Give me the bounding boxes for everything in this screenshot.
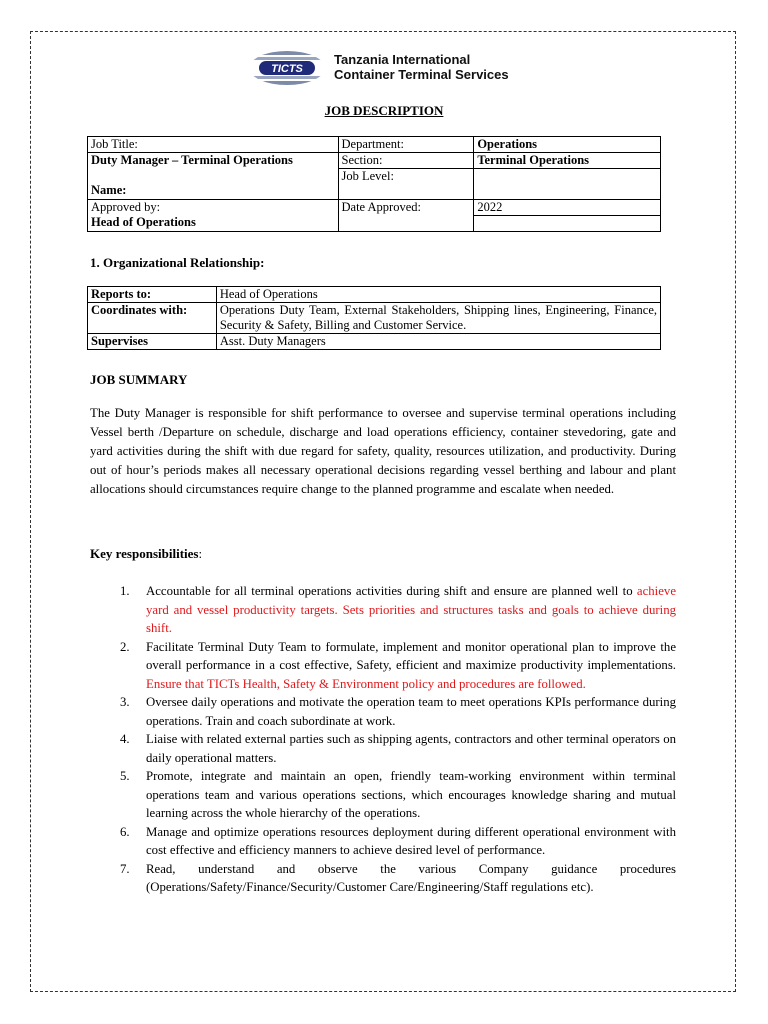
item-highlight-text: achieve yard and vessel productivity targets. Sets priorities and structures tasks and goals to achieve during shift. xyxy=(146,584,676,635)
reports-to-label: Reports to: xyxy=(88,287,217,303)
item-number: 3. xyxy=(120,695,130,709)
ticts-logo-icon xyxy=(247,50,327,86)
date-approved-label: Date Approved: xyxy=(338,200,474,232)
job-summary-heading: JOB SUMMARY xyxy=(90,372,188,387)
job-level-label: Job Level: xyxy=(338,169,474,200)
item-number: 5. xyxy=(120,769,130,783)
reports-to-value: Head of Operations xyxy=(216,287,660,303)
department-value: Operations xyxy=(474,137,661,153)
key-responsibilities-label: Key responsibilities xyxy=(90,546,199,561)
item-number: 2. xyxy=(120,639,130,654)
list-item xyxy=(120,582,676,638)
section-label: Section: xyxy=(338,153,474,169)
list-item xyxy=(120,638,676,694)
item-number: 4. xyxy=(120,732,130,746)
job-title-value: Duty Manager – Terminal Operations xyxy=(91,153,293,167)
supervises-value: Asst. Duty Managers xyxy=(216,334,660,350)
item-highlight-text: Ensure that TICTs Health, Safety & Environment policy and procedures are followed. xyxy=(146,676,586,691)
company-line-2: Container Terminal Services xyxy=(334,67,509,82)
department-label: Department: xyxy=(338,137,474,153)
item-number: 7. xyxy=(120,861,130,876)
key-responsibilities-colon: : xyxy=(198,546,203,561)
section-value: Terminal Operations xyxy=(474,153,661,169)
document-title: JOB DESCRIPTION xyxy=(324,103,444,118)
job-info-table xyxy=(87,136,661,232)
item-text: Manage and optimize operations resources deployment during different operational environment with cost effective and efficiency manners to achieve desired level of performance. xyxy=(146,824,676,857)
supervises-label: Supervises xyxy=(88,334,217,350)
list-item xyxy=(120,823,676,860)
key-responsibilities-heading xyxy=(90,546,202,562)
item-number: 6. xyxy=(120,824,130,839)
coordinates-label: Coordinates with: xyxy=(88,303,217,334)
company-line-1: Tanzania International xyxy=(334,52,471,67)
list-item xyxy=(120,693,676,730)
approved-by-value: Head of Operations xyxy=(91,215,196,229)
company-name xyxy=(334,52,509,82)
job-title-value-cell xyxy=(88,153,339,200)
list-item xyxy=(120,860,676,897)
org-relationship-table xyxy=(87,286,661,350)
job-level-value xyxy=(474,169,661,200)
job-title-cell xyxy=(88,137,339,153)
empty-cell xyxy=(474,216,661,232)
svg-text:TICTS: TICTS xyxy=(271,63,303,75)
item-text: Liaise with related external parties such as shipping agents, contractors and other terminal operators on daily operational matters. xyxy=(146,732,676,765)
item-number: 1. xyxy=(120,584,130,598)
responsibilities-list xyxy=(120,582,676,897)
approved-by-cell xyxy=(88,200,339,232)
job-title-label: Job Title: xyxy=(91,137,138,151)
coordinates-value: Operations Duty Team, External Stakeholders, Shipping lines, Engineering, Finance, Security & Safety, Billing and Customer Service. xyxy=(216,303,660,334)
name-label: Name: xyxy=(91,183,127,197)
list-item xyxy=(120,730,676,767)
item-text: Oversee daily operations and motivate the operation team to meet operations KPIs performance during operations. Train and coach subordinate at work. xyxy=(146,695,676,728)
list-item xyxy=(120,767,676,823)
item-text: Accountable for all terminal operations activities during shift and ensure are planned well to xyxy=(146,584,637,598)
org-relationship-heading: 1. Organizational Relationship: xyxy=(90,255,265,270)
job-summary-text: The Duty Manager is responsible for shift performance to oversee and supervise terminal operations including Vessel berth /Departure on schedule, discharge and load operations efficiency, container stevedoring, gate and yard activities during the shift with due regard for safety, quality, resources utilization, and productivity. During out of hour’s periods makes all necessary operational decisions regarding vessel berthing and labour and plant allocations should circumstances require change to the planned programme and escalate when needed. xyxy=(90,406,676,496)
document-header xyxy=(247,46,547,88)
item-text: Read, understand and observe the various Company guidance procedures (Operations/Safety/Finance/Security/Customer Care/Engineering/Staff regulations etc). xyxy=(146,861,676,894)
item-text: Facilitate Terminal Duty Team to formulate, implement and monitor operational plan to improve the overall performance in a cost effective, Safety, efficient and maximize productivity implementations. xyxy=(146,639,676,672)
approved-by-label: Approved by: xyxy=(91,200,161,214)
date-approved-value: 2022 xyxy=(474,200,661,216)
item-text: Promote, integrate and maintain an open, friendly team-working environment within terminal operations team and various operations sections, which encourages knowledge sharing and mutual learning across the whole hierarchy of the operations. xyxy=(146,769,676,820)
